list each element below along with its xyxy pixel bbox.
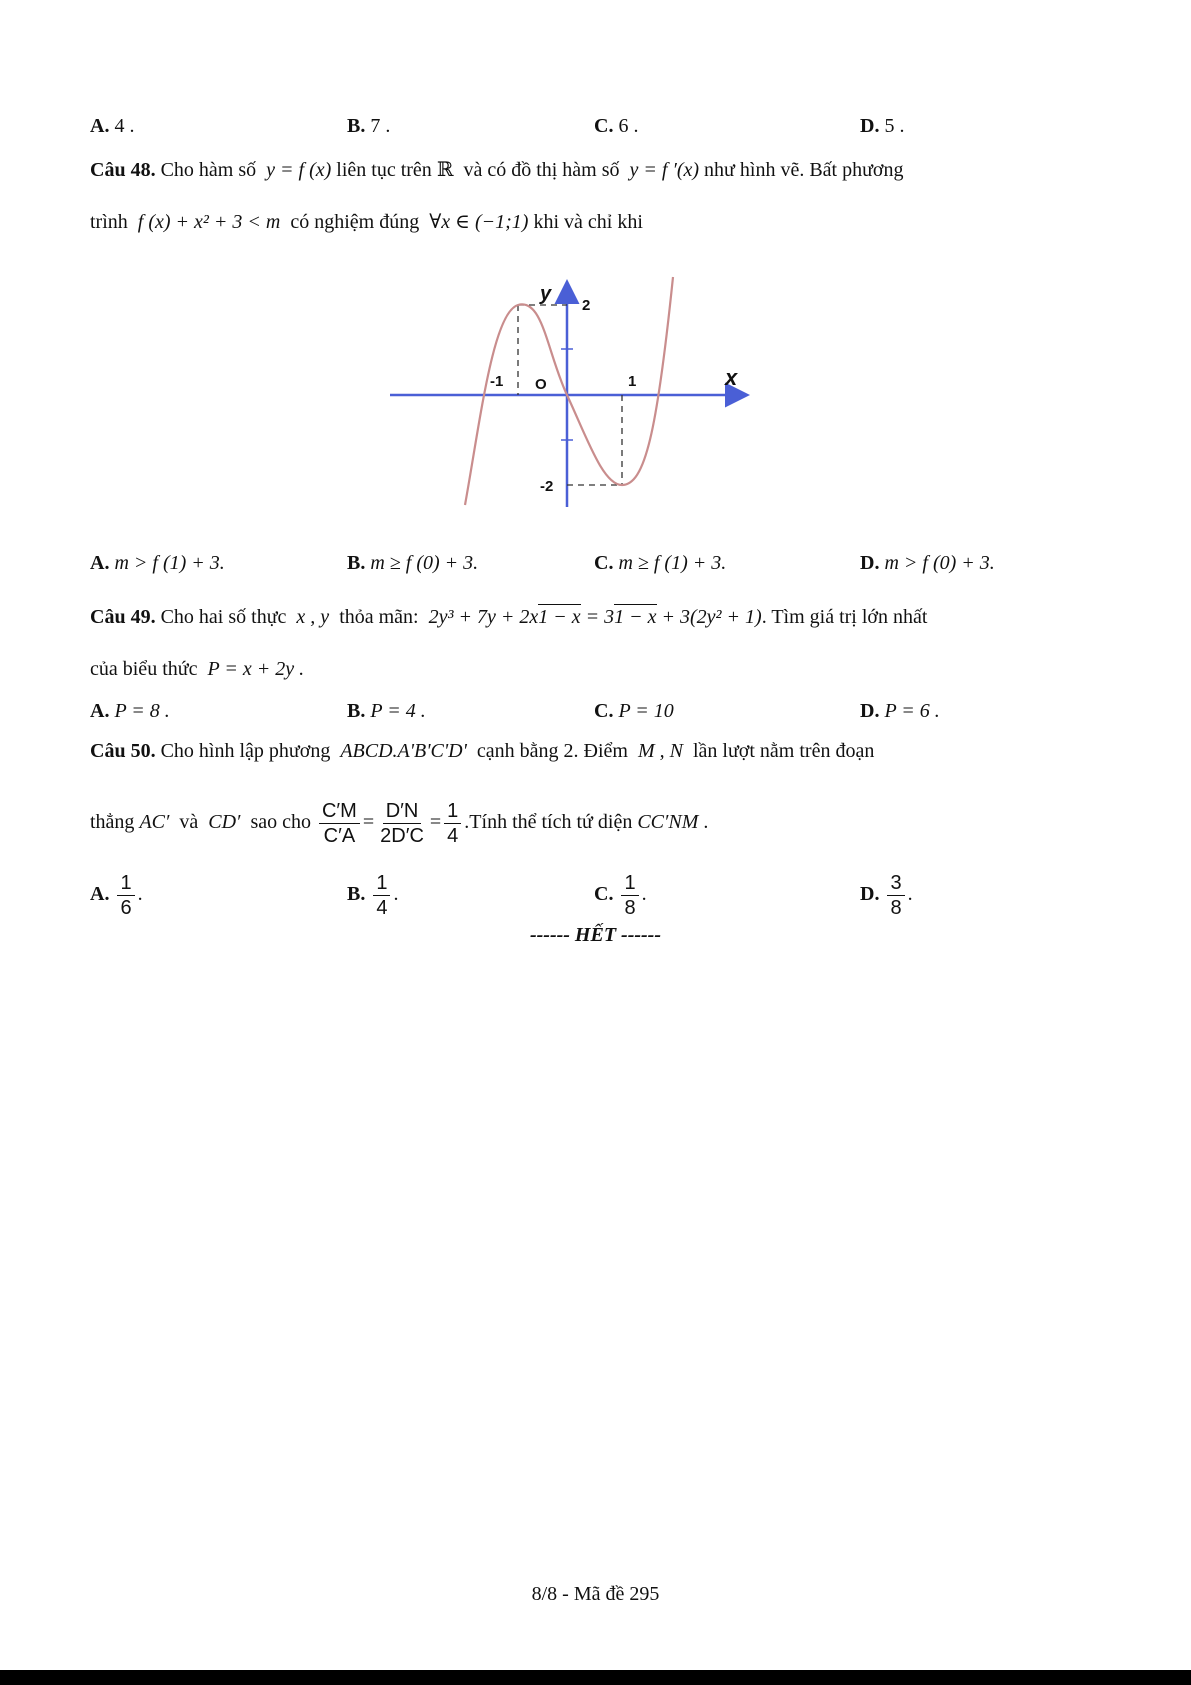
q50-option-c: C. $\frac{1}{8}$ . [594,871,647,919]
q48-option-b: B. m ≥ f (0) + 3. [347,552,479,574]
q48-line-2: trình f (x) + x² + 3 < m có nghiệm đúng ∀x ∈ (−1;1) khi và chỉ khi [90,211,643,233]
prev-option-c: C. 6 . [594,115,639,137]
q48-line-1: Câu 48. Cho hàm số y = f (x) liên tục trên ℝ và có đồ thị hàm số y = f ′(x) như hình vẽ. Bất phương [90,159,904,181]
y-axis-label: y [540,283,552,305]
x-axis-label: x [725,365,738,390]
q48-option-c: C. m ≥ f (1) + 3. [594,552,727,574]
q49-line-1: Câu 49. Cho hai số thực x , y thỏa mãn: 2y³ + 7y + 2x1 − x = 31 − x + 3(2y² + 1). Tìm giá trị lớn nhất [90,606,928,628]
q49-line-2: của biểu thức P = x + 2y . [90,658,305,680]
ratio-fraction-2: $\frac{D'N}{2D'C}$ [380,799,424,847]
tick-label-neg1: -1 [490,373,504,390]
q48-option-d: D. m > f (0) + 3. [860,552,995,574]
prev-option-b: B. 7 . [347,115,391,137]
q50-line-1: Câu 50. Cho hình lập phương ABCD.A'B'C'D' cạnh bằng 2. Điểm M , N lần lượt nằm trên đoạn [90,740,875,762]
q48-option-a: A. m > f (1) + 3. [90,552,225,574]
q50-option-a: A. $\frac{1}{6}$ . [90,871,143,919]
derivative-curve [465,277,673,505]
origin-label: O [535,376,547,393]
q49-label: Câu 49. [90,606,156,628]
end-marker: ------ HẾT ------ [529,924,662,946]
bottom-border [0,1670,1191,1685]
prev-option-a: A. 4 . [90,115,135,137]
tick-label-1: 1 [628,373,637,390]
q49-option-b: B. P = 4 . [347,700,426,722]
ratio-fraction-1: $\frac{C'M}{C'A}$ [319,799,360,848]
prev-option-d: D. 5 . [860,115,905,137]
q50-label: Câu 50. [90,740,156,762]
q49-option-c: C. P = 10 [594,700,674,722]
q50-line-2: thẳng AC′ và CD′ sao cho $\frac{C'M}{C'A}$ = $\frac{D'N}{2D'C}$ = $\frac{1}{4}$ .Tính thể tích tứ diện CC′NM . [90,799,709,847]
q50-option-b: B. $\frac{1}{4}$ . [347,871,399,919]
tick-label-neg2: -2 [540,478,554,495]
q48-derivative-graph [385,272,765,512]
page-number: 8/8 - Mã đề 295 [531,1583,660,1605]
q48-label: Câu 48. [90,159,156,181]
tick-label-2: 2 [582,297,591,314]
q49-option-d: D. P = 6 . [860,700,940,722]
q49-option-a: A. P = 8 . [90,700,170,722]
ratio-fraction-3: $\frac{1}{4}$ [444,799,461,848]
q50-option-d: D. $\frac{3}{8}$ . [860,871,913,919]
